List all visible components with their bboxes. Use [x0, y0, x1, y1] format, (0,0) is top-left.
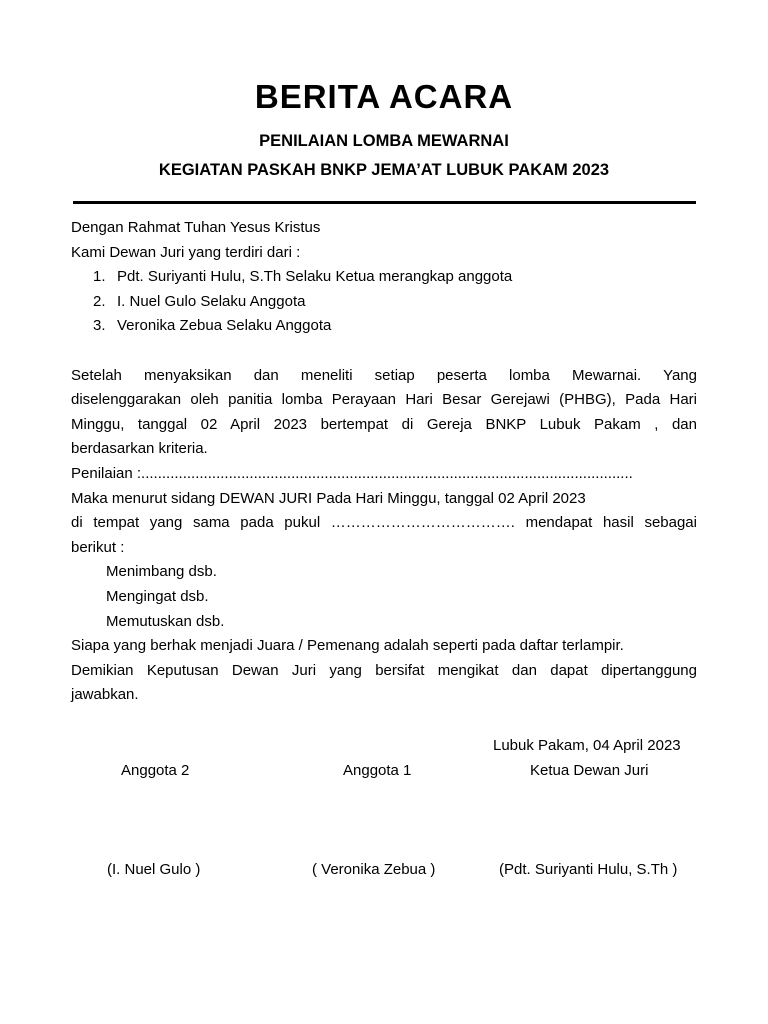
jury-member-text: Veronika Zebua Selaku Anggota	[117, 317, 332, 335]
paragraph-spacer	[71, 339, 697, 364]
jury-list-item	[71, 265, 697, 290]
signatory-anggota-1: ( Veronika Zebua )	[312, 861, 436, 878]
signatory-ketua: (Pdt. Suriyanti Hulu, S.Th )	[499, 861, 678, 878]
jury-member-text: I. Nuel Gulo Selaku Anggota	[117, 292, 306, 310]
memutuskan-line: Memutuskan dsb.	[106, 612, 225, 630]
penilaian-line: Penilaian :......................................................................................................................	[71, 464, 633, 482]
closing-line: Demikian Keputusan Dewan Juri yang bersifat mengikat dan dapat dipertanggung	[71, 661, 697, 679]
paragraph-line: Setelah menyaksikan dan meneliti setiap peserta lomba Mewarnai. Yang	[71, 366, 697, 384]
list-number: 1.	[93, 268, 106, 286]
jury-list-item	[71, 290, 697, 315]
list-number: 2.	[93, 292, 106, 310]
greeting-text: Dengan Rahmat Tuhan Yesus Kristus	[71, 219, 321, 236]
role-anggota-2: Anggota 2	[121, 762, 190, 779]
signatory-anggota-2: (I. Nuel Gulo )	[107, 861, 201, 878]
menimbang-line: Menimbang dsb.	[106, 563, 217, 581]
paragraph-line: berdasarkan kriteria.	[71, 440, 208, 458]
mengingat-line: Mengingat dsb.	[106, 587, 209, 605]
jury-member-text: Pdt. Suriyanti Hulu, S.Th Selaku Ketua merangkap anggota	[117, 268, 513, 286]
jury-intro-text: Kami Dewan Juri yang terdiri dari :	[71, 243, 301, 261]
decision-line: Maka menurut sidang DEWAN JURI Pada Hari Minggu, tanggal 02 April 2023	[71, 489, 586, 507]
header-divider	[73, 201, 696, 204]
place-time-line: di tempat yang sama pada pukul ………………………………. mendapat hasil sebagai	[71, 514, 697, 532]
document-subtitle-event: KEGIATAN PASKAH BNKP JEMA’AT LUBUK PAKAM 2023	[158, 161, 610, 179]
document-subtitle-competition: PENILAIAN LOMBA MEWARNAI	[259, 132, 509, 150]
place-date: Lubuk Pakam, 04 April 2023	[493, 737, 681, 754]
paragraph-line: Minggu, tanggal 02 April 2023 bertempat di Gereja BNKP Lubuk Pakam , dan	[71, 415, 697, 433]
jury-list-item	[71, 314, 697, 339]
role-ketua: Ketua Dewan Juri	[530, 762, 649, 779]
role-anggota-1: Anggota 1	[343, 762, 412, 779]
document-title: BERITA ACARA	[254, 78, 514, 115]
winner-line: Siapa yang berhak menjadi Juara / Pemenang adalah seperti pada daftar terlampir.	[71, 637, 624, 655]
place-time-line: berikut :	[71, 538, 125, 556]
closing-line: jawabkan.	[71, 686, 139, 704]
list-number: 3.	[93, 317, 106, 335]
paragraph-line: diselenggarakan oleh panitia lomba Perayaan Hari Besar Gerejawi (PHBG), Pada Hari	[71, 391, 697, 409]
document-body	[71, 216, 697, 708]
